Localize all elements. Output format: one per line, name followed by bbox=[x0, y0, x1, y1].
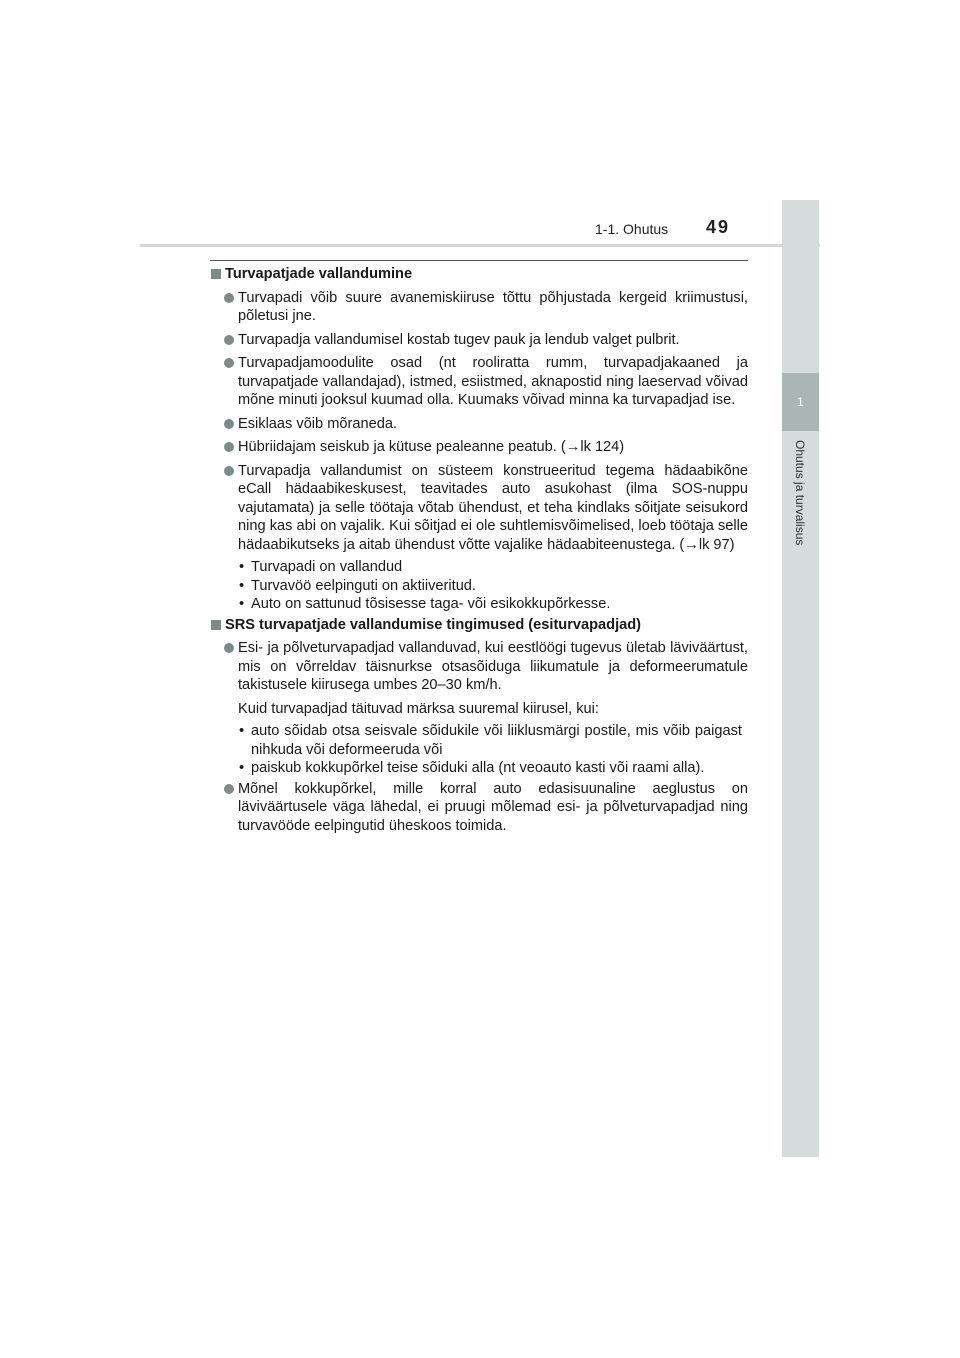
bullet-item: Esi- ja põlveturvapadjad vallanduvad, kui eestlöögi tugevus ületab läviväärtust, mis on võrreldav täisnurkse otsasõiduga liikumatule ja deformeerumatule takistusele kiirusega umbes 20–30 km/h. bbox=[210, 639, 748, 695]
header-rule bbox=[140, 244, 820, 247]
square-bullet-icon bbox=[211, 620, 221, 630]
note-text: Kuid turvapadjad täituvad märksa suuremal kiirusel, kui: bbox=[238, 700, 599, 717]
section-heading: Turvapatjade vallandumine bbox=[210, 265, 748, 284]
round-bullet-icon bbox=[224, 358, 234, 368]
bullet-item: Turvapadja vallandumist on süsteem konstrueeritud tegema hädaabikõne eCall hädaabikeskusest, teavitades auto asukohast (ilma SOS-nuppu vajutamata) ja selle töötaja võtab ühendust, et teha kindlaks sõitjate seisukord ning kas abi on vajalik. Kui sõitjad ei ole suhtlemisvõimelised, loeb töötaja selle hädaabikutseks ja aitab ühendust võtte vajalike hädaabiteenustega. (→lk 97) bbox=[210, 462, 748, 555]
dot-marker-icon: • bbox=[239, 760, 245, 776]
round-bullet-icon bbox=[224, 335, 234, 345]
content-top-rule bbox=[210, 260, 748, 261]
bullet-item: Turvapadjamoodulite osad (nt rooliratta rumm, turvapadjakaaned ja turvapatjade vallandajad), istmed, esiistmed, aknapostid ning laeservad võivad mõne minuti jooksul kuumad olla. Kuumaks võivad minna ka turvapadjad ise. bbox=[210, 354, 748, 410]
dot-marker-icon: • bbox=[239, 596, 245, 612]
dot-marker-icon: • bbox=[239, 723, 245, 739]
bullet-item: Hübriidajam seiskub ja kütuse pealeanne peatub. (→lk 124) bbox=[210, 438, 748, 457]
round-bullet-icon bbox=[224, 293, 234, 303]
dot-marker-icon: • bbox=[239, 577, 245, 594]
round-bullet-icon bbox=[224, 442, 234, 452]
dot-marker-icon: • bbox=[239, 559, 245, 575]
square-bullet-icon bbox=[211, 269, 221, 279]
bullet-item: Esiklaas võib mõraneda. bbox=[210, 415, 748, 434]
bullet-item: Mõnel kokkupõrkel, mille korral auto edasisuunaline aeglustus on läviväärtusele väga lähedal, ei pruugi mõlemad esi- ja põlveturvapadjad ning turvavööde eelpingutid üheskoos toimida. bbox=[210, 780, 748, 836]
sub-list-item: • Turvapadi on vallandud bbox=[239, 559, 403, 575]
bullet-item: Turvapadja vallandumisel kostab tugev pauk ja lendub valget pulbrit. bbox=[210, 331, 748, 350]
sub-list-item: • auto sõidab otsa seisvale sõidukile või liiklusmärgi postile, mis võib paigast nihkuda või deformeeruda või bbox=[239, 723, 742, 758]
chapter-side-tab bbox=[782, 200, 819, 1157]
chapter-number: 1 bbox=[797, 395, 804, 409]
round-bullet-icon bbox=[224, 419, 234, 429]
page-number: 49 bbox=[706, 217, 731, 237]
section-heading: SRS turvapatjade vallandumise tingimused (esiturvapadjad) bbox=[210, 616, 748, 635]
round-bullet-icon bbox=[224, 643, 234, 653]
bullet-item: Turvapadi võib suure avanemiskiiruse tõttu põhjustada kergeid kriimustusi, põletusi jne. bbox=[210, 289, 748, 326]
main-content bbox=[210, 265, 748, 835]
header-section-title: 1-1. Ohutus bbox=[595, 221, 669, 237]
chapter-title: Ohutus ja turvalisus bbox=[793, 440, 807, 546]
sub-list-item: • Turvavöö eelpinguti on aktiiveritud. bbox=[239, 577, 476, 594]
chapter-number-block bbox=[782, 373, 819, 431]
sub-list-item: • Auto on sattunud tõsisesse taga- või esikokkupõrkesse. bbox=[239, 596, 611, 612]
round-bullet-icon bbox=[224, 784, 234, 794]
round-bullet-icon bbox=[224, 466, 234, 476]
sub-list-item: • paiskub kokkupõrkel teise sõiduki alla (nt veoauto kasti või raami alla). bbox=[239, 760, 705, 776]
